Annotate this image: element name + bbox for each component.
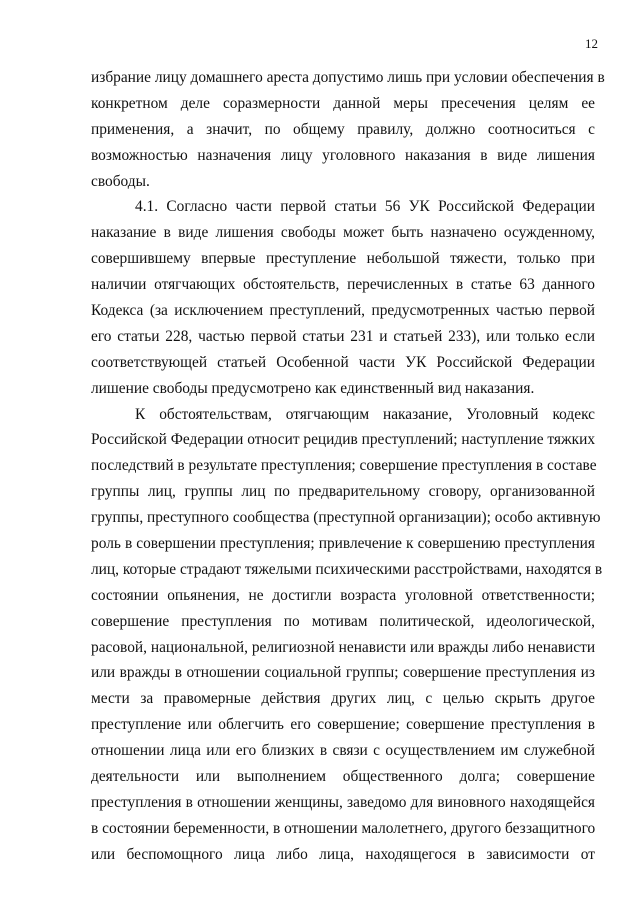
text-line: последствий в результате преступления; совершение преступления в составе (91, 457, 597, 475)
text-line: деятельности или выполнением общественного долга; совершение (91, 768, 595, 786)
text-line: конкретном деле соразмерности данной меры пресечения целям ее (91, 94, 595, 112)
text-line: или беспомощного лица либо лица, находящегося в зависимости от (91, 845, 595, 863)
text-line: 4.1. Согласно части первой статьи 56 УК Российской Федерации (135, 198, 595, 216)
text-line: мести за правомерные действия других лиц, с целью скрыть другое (91, 690, 595, 708)
text-line: роль в совершении преступления; привлечение к совершению преступления (91, 535, 595, 553)
text-line: наличии отягчающих обстоятельств, перечисленных в статье 63 данного (91, 276, 595, 294)
paragraph (91, 194, 595, 401)
text-line: или вражды в отношении социальной группы; совершение преступления из (91, 664, 595, 682)
text-line: возможностью назначения лицу уголовного наказания в виде лишения (91, 146, 595, 164)
text-line: лиц, которые страдают тяжелыми психическими расстройствами, находятся в (91, 560, 603, 578)
text-line: преступления в отношении женщины, заведомо для виновного находящейся (91, 793, 595, 811)
text-line: свободы. (91, 172, 150, 190)
text-line: К обстоятельствам, отягчающим наказание, Уголовный кодекс (135, 405, 595, 423)
text-line: применения, а значит, по общему правилу, должно соотноситься с (91, 120, 595, 138)
text-line: совершение преступления по мотивам политической, идеологической, (91, 612, 595, 630)
text-line: в состоянии беременности, в отношении малолетнего, другого беззащитного (91, 819, 596, 837)
page-number: 12 (585, 36, 598, 51)
text-line: наказание в виде лишения свободы может быть назначено осужденному, (91, 224, 595, 242)
text-line: расовой, национальной, религиозной ненависти или вражды либо ненависти (91, 638, 596, 656)
text-line: Российской Федерации относит рецидив преступлений; наступление тяжких (91, 431, 596, 449)
paragraph (91, 65, 605, 194)
text-line: Кодекса (за исключением преступлений, предусмотренных частью первой (91, 302, 595, 320)
text-line: состоянии опьянения, не достигли возраста уголовной ответственности; (91, 586, 595, 604)
text-line: группы, преступного сообщества (преступной организации); особо активную (91, 509, 601, 527)
document-body (91, 65, 605, 868)
text-line: соответствующей статьей Особенной части УК Российской Федерации (91, 353, 595, 371)
text-line: отношении лица или его близких в связи с осуществлением им служебной (91, 742, 595, 760)
text-line: лишение свободы предусмотрено как единственный вид наказания. (91, 379, 535, 397)
text-line: преступление или облегчить его совершение; совершение преступления в (91, 716, 595, 734)
paragraph (91, 402, 603, 868)
text-line: его статьи 228, частью первой статьи 231 и статьей 233), или только если (91, 327, 595, 345)
text-line: избрание лицу домашнего ареста допустимо лишь при условии обеспечения в (91, 69, 605, 86)
text-line: группы лиц, группы лиц по предварительному сговору, организованной (91, 483, 595, 501)
text-line: совершившему впервые преступление небольшой тяжести, только при (91, 250, 595, 268)
